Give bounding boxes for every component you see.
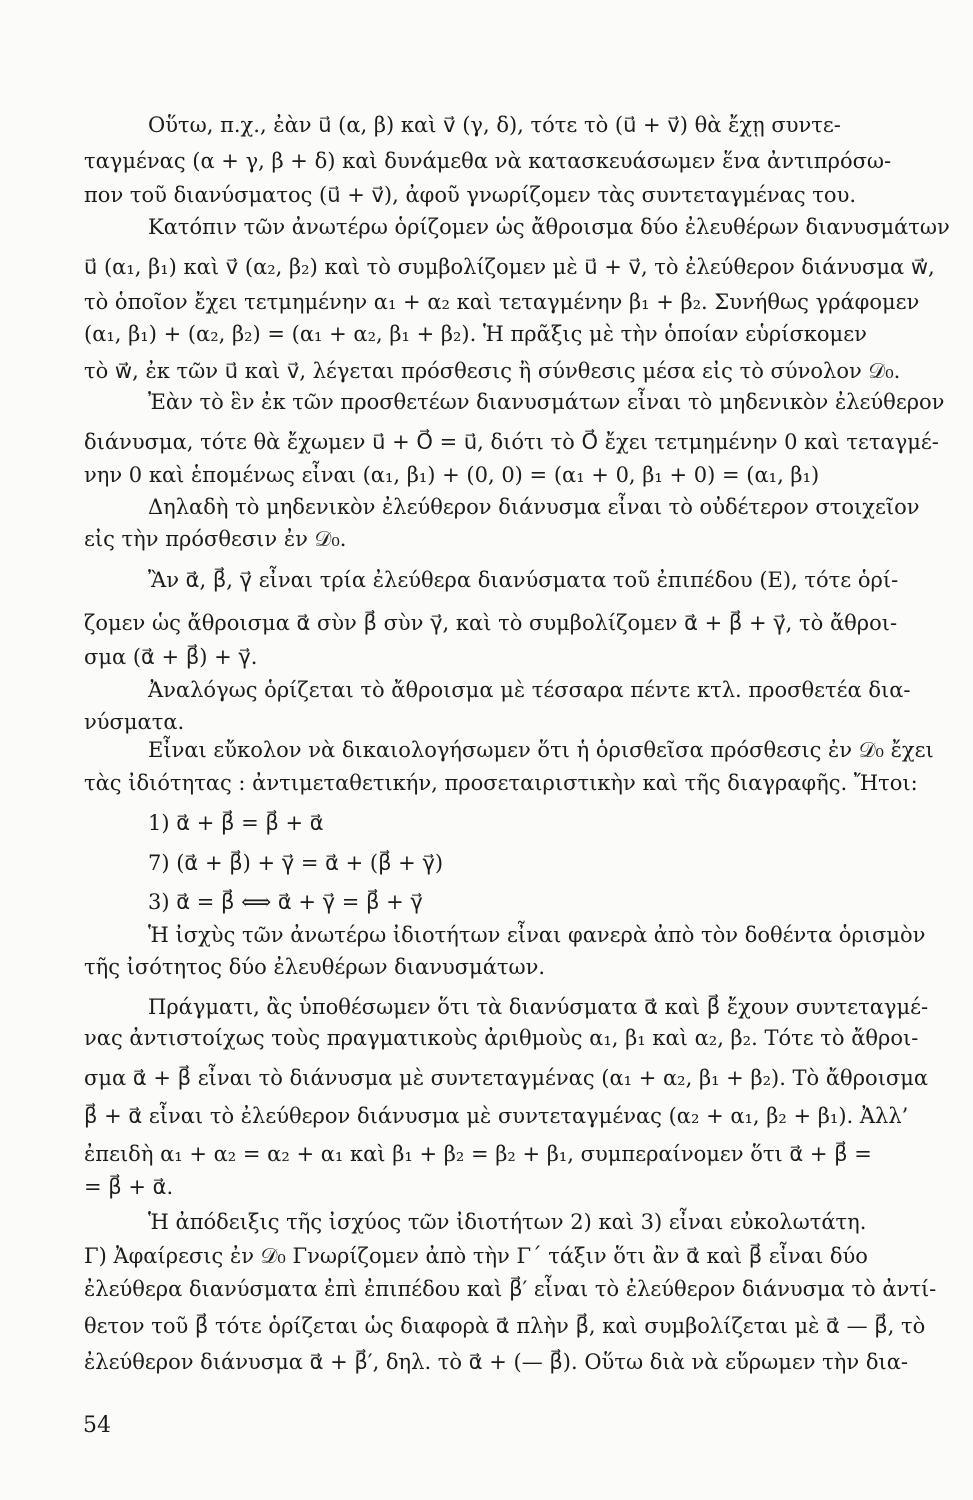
text-line: διάνυσμα, τότε θὰ ἔχωμεν u⃗ + O⃗ = u⃗, διότι τὸ O⃗ ἔχει τετμημένην 0 καὶ τεταγμέ-: [84, 430, 939, 454]
text-line: Οὕτω, π.χ., ἐὰν u⃗ (α, β) καὶ v⃗ (γ, δ), τότε τὸ (u⃗ + v⃗) θὰ ἔχῃ συντε-: [148, 113, 841, 137]
property-item: 3) α⃗ = β⃗ ⟺ α⃗ + γ⃗ = β⃗ + γ⃗: [148, 890, 423, 914]
page-number: 54: [83, 1413, 111, 1438]
text-line: σμα α⃗ + β⃗ εἶναι τὸ διάνυσμα μὲ συντεταγμένας (α₁ + α₂, β₁ + β₂). Τὸ ἄθροισμα: [84, 1066, 929, 1090]
text-line: Ἐὰν τὸ ἓν ἐκ τῶν προσθετέων διανυσμάτων εἶναι τὸ μηδενικὸν ἐλεύθερον: [148, 390, 945, 414]
text-line: τὸ ὁποῖον ἔχει τετμημένην α₁ + α₂ καὶ τεταγμένην β₁ + β₂. Συνήθως γράφομεν: [84, 290, 920, 314]
text-line: νας ἀντιστοίχως τοὺς πραγματικοὺς ἀριθμοὺς α₁, β₁ καὶ α₂, β₂. Τότε τὸ ἄθροι-: [84, 1026, 919, 1050]
text-line: τῆς ἰσότητος δύο ἐλευθέρων διανυσμάτων.: [84, 955, 546, 979]
text-line: = β⃗ + α⃗.: [84, 1175, 174, 1199]
text-line: ζομεν ὡς ἄθροισμα α⃗ σὺν β⃗ σὺν γ⃗, καὶ τὸ συμβολίζομεν α⃗ + β⃗ + γ⃗, τὸ ἄθροι-: [84, 611, 898, 635]
text-line: ἐλεύθερον διάνυσμα α⃗ + β⃗′, δηλ. τὸ α⃗ + (— β⃗). Οὕτω διὰ νὰ εὕρωμεν τὴν δια-: [84, 1350, 908, 1374]
text-line: θετον τοῦ β⃗ τότε ὁρίζεται ὡς διαφορὰ α⃗ πλὴν β⃗, καὶ συμβολίζεται μὲ α⃗ — β⃗, τὸ: [84, 1314, 926, 1338]
text-line: Ἂν α⃗, β⃗, γ⃗ εἶναι τρία ἐλεύθερα διανύσματα τοῦ ἐπιπέδου (Ε), τότε ὁρί-: [148, 568, 899, 592]
text-line: Πράγματι, ἂς ὑποθέσωμεν ὅτι τὰ διανύσματα α⃗ καὶ β⃗ ἔχουν συντεταγμέ-: [148, 995, 929, 1019]
property-item: 7) (α⃗ + β⃗) + γ⃗ = α⃗ + (β⃗ + γ⃗): [148, 851, 444, 875]
text-line: εἰς τὴν πρόσθεσιν ἐν 𝒟₀.: [84, 527, 347, 551]
text-line: τὰς ἰδιότητας : ἀντιμεταθετικήν, προσεταιριστικὴν καὶ τῆς διαγραφῆς. Ἤτοι:: [84, 771, 918, 795]
text-line: Ἡ ἀπόδειξις τῆς ἰσχύος τῶν ἰδιοτήτων 2) καὶ 3) εἶναι εὐκολωτάτη.: [148, 1210, 867, 1234]
text-line: σμα (α⃗ + β⃗) + γ⃗.: [84, 645, 258, 669]
text-line: πον τοῦ διανύσματος (u⃗ + v⃗), ἀφοῦ γνωρίζομεν τὰς συντεταγμένας του.: [84, 183, 857, 207]
text-line: τὸ w⃗, ἐκ τῶν u⃗ καὶ v⃗, λέγεται πρόσθεσις ἢ σύνθεσις μέσα εἰς τὸ σύνολον 𝒟₀.: [84, 359, 901, 383]
text-line: Ἡ ἰσχὺς τῶν ἀνωτέρω ἰδιοτήτων εἶναι φανερὰ ἀπὸ τὸν δοθέντα ὁρισμὸν: [148, 923, 926, 947]
text-line: νην 0 καὶ ἑπομένως εἶναι (α₁, β₁) + (0, 0) = (α₁ + 0, β₁ + 0) = (α₁, β₁): [84, 463, 820, 487]
text-line: νύσματα.: [84, 710, 185, 734]
text-line: Ἀναλόγως ὁρίζεται τὸ ἄθροισμα μὲ τέσσαρα πέντε κτλ. προσθετέα δια-: [148, 678, 911, 702]
text-line: (α₁, β₁) + (α₂, β₂) = (α₁ + α₂, β₁ + β₂). Ἡ πρᾶξις μὲ τὴν ὁποίαν εὑρίσκομεν: [84, 322, 867, 346]
text-line: β⃗ + α⃗ εἶναι τὸ ἐλεύθερον διάνυσμα μὲ συντεταγμένας (α₂ + α₁, β₂ + β₁). Ἀλλ’: [84, 1104, 909, 1128]
text-line: Εἶναι εὔκολον νὰ δικαιολογήσωμεν ὅτι ἡ ὁρισθεῖσα πρόσθεσις ἐν 𝒟₀ ἔχει: [148, 738, 934, 762]
text-line: ἐπειδὴ α₁ + α₂ = α₂ + α₁ καὶ β₁ + β₂ = β₂ + β₁, συμπεραίνομεν ὅτι α⃗ + β⃗ =: [84, 1142, 872, 1166]
property-item: 1) α⃗ + β⃗ = β⃗ + α⃗: [148, 811, 324, 835]
text-line: Κατόπιν τῶν ἀνωτέρω ὁρίζομεν ὡς ἄθροισμα δύο ἐλευθέρων διανυσμάτων: [148, 215, 950, 239]
section-heading-line: Γ) Ἀφαίρεσις ἐν 𝒟₀ Γνωρίζομεν ἀπὸ τὴν Γ΄ τάξιν ὅτι ἂν α⃗ καὶ β⃗ εἶναι δύο: [84, 1244, 868, 1268]
text-line: Δηλαδὴ τὸ μηδενικὸν ἐλεύθερον διάνυσμα εἶναι τὸ οὐδέτερον στοιχεῖον: [148, 495, 920, 519]
text-line: ταγμένας (α + γ, β + δ) καὶ δυνάμεθα νὰ κατασκευάσωμεν ἕνα ἀντιπρόσω-: [84, 149, 892, 173]
text-line: u⃗ (α₁, β₁) καὶ v⃗ (α₂, β₂) καὶ τὸ συμβολίζομεν μὲ u⃗ + v⃗, τὸ ἐλεύθερον διάνυσμα w⃗,: [84, 255, 935, 279]
text-line: ἐλεύθερα διανύσματα ἐπὶ ἐπιπέδου καὶ β⃗′ εἶναι τὸ ἐλεύθερον διάνυσμα τὸ ἀντί-: [84, 1277, 937, 1301]
